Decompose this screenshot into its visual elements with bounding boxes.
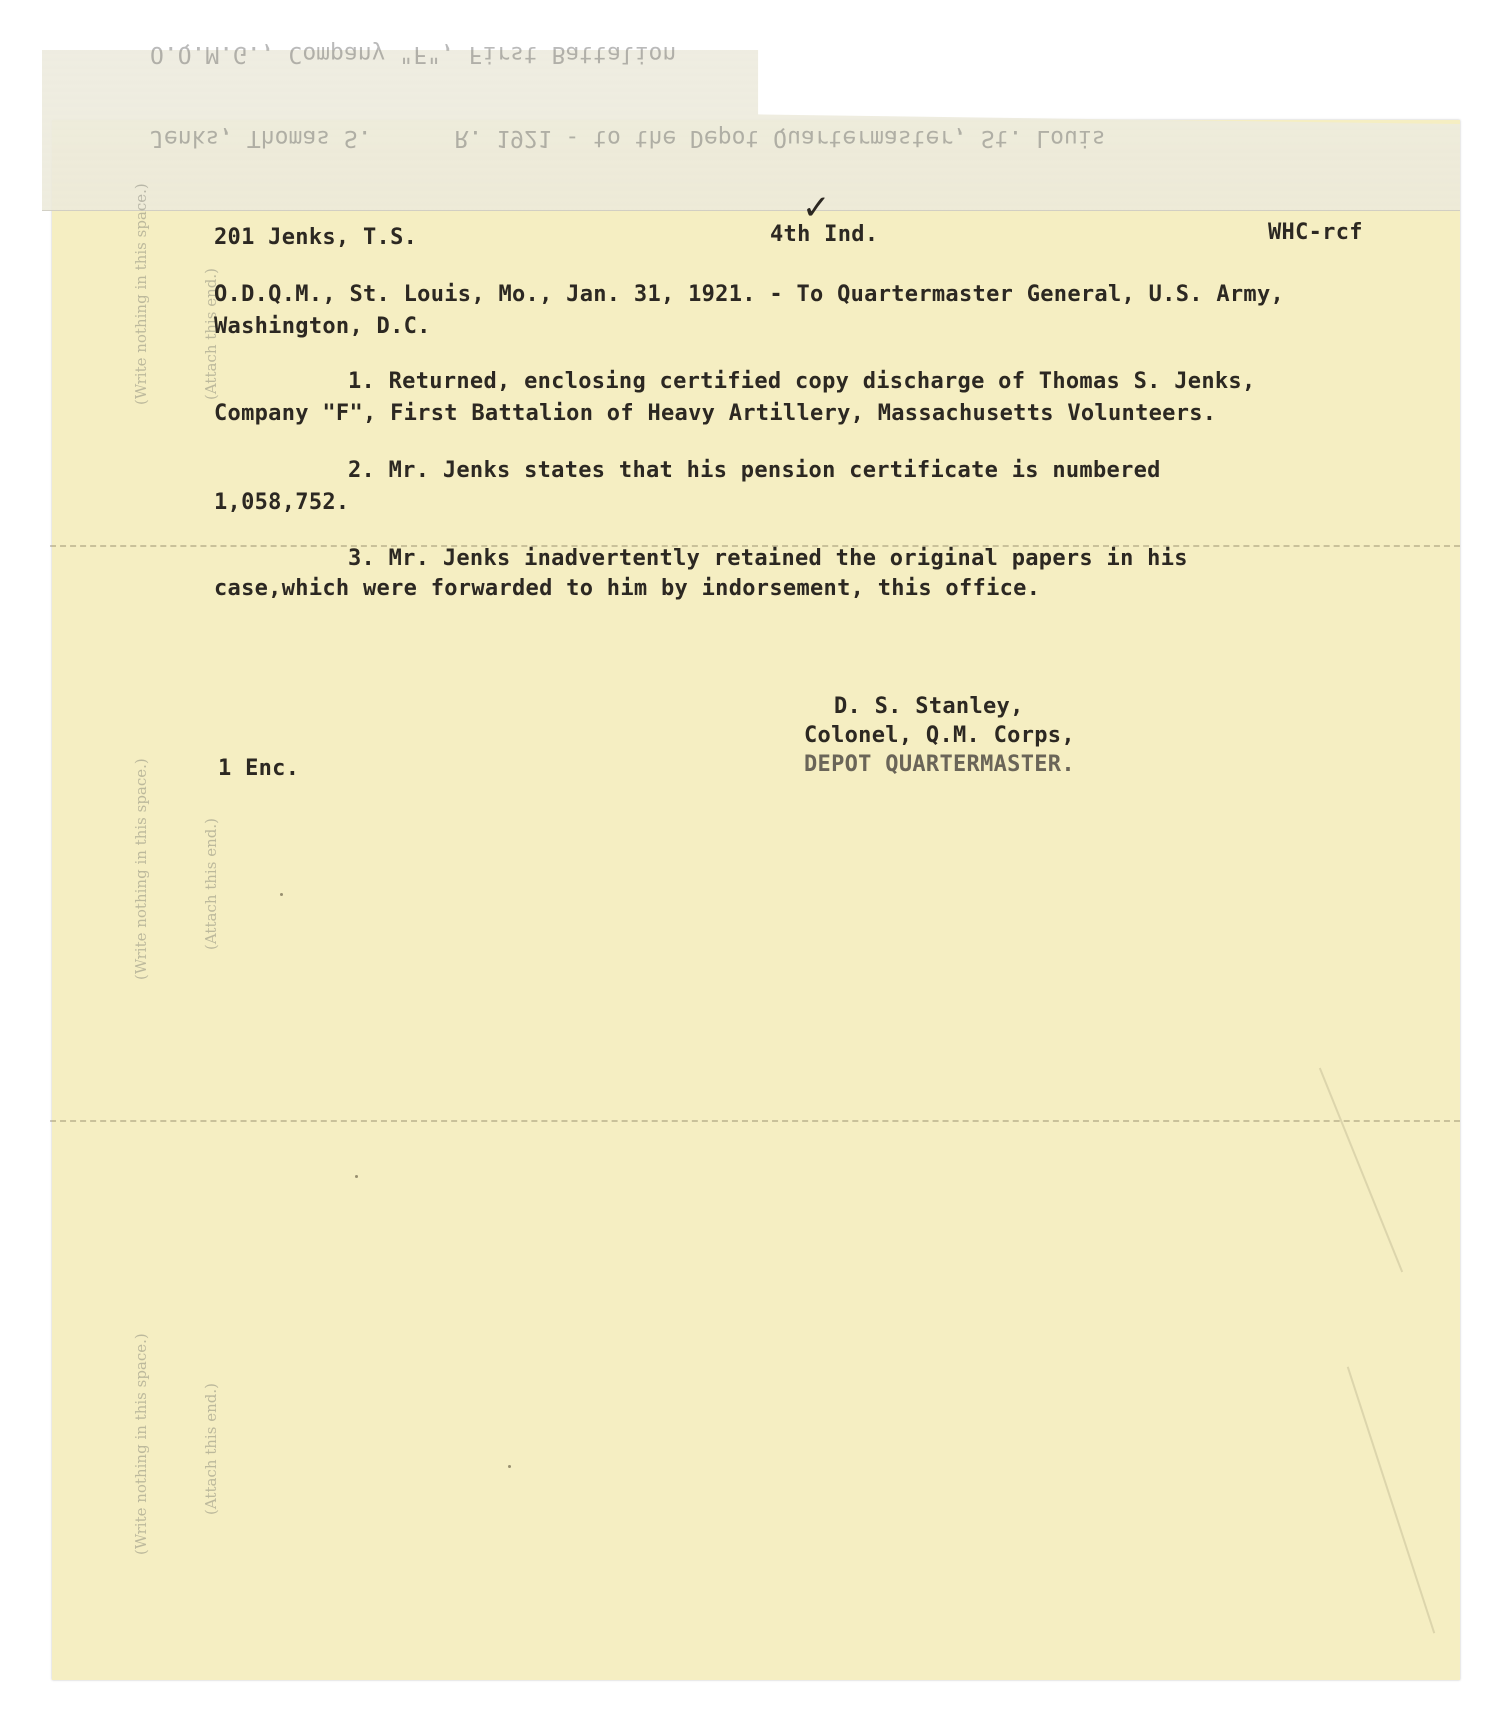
address-line-2: Washington, D.C. (214, 314, 431, 339)
address-line-1: O.D.Q.M., St. Louis, Mo., Jan. 31, 1921. - To Quartermaster General, U.S. Army, (214, 282, 1285, 307)
margin-note-bottom: (Write nothing in this space.) (132, 1333, 150, 1555)
margin-note-middle: (Write nothing in this space.) (132, 758, 150, 980)
enclosure-note: 1 Enc. (218, 756, 300, 781)
margin-note-top: (Write nothing in this space.) (132, 183, 150, 405)
paragraph-1-line-1: 1. Returned, enclosing certified copy discharge of Thomas S. Jenks, (348, 369, 1256, 394)
paper-speck (280, 893, 283, 896)
bleed-line: O.Q.M.G., Company "F", First Battalion (150, 41, 677, 67)
indorsement-number: 4th Ind. (770, 222, 879, 247)
margin-attach-bottom: (Attach this end.) (202, 1383, 220, 1515)
paper-speck (508, 1465, 511, 1468)
initials: WHC-rcf (1268, 220, 1363, 245)
tissue-bleed-through (150, 41, 1400, 208)
paragraph-3-line-1: 3. Mr. Jenks inadvertently retained the original papers in his (348, 546, 1188, 571)
signature-name: D. S. Stanley, (834, 694, 1024, 719)
fold-line-lower (50, 1120, 1460, 1122)
paragraph-2-line-1: 2. Mr. Jenks states that his pension certificate is numbered (348, 458, 1161, 483)
paragraph-1-line-2: Company "F", First Battalion of Heavy Artillery, Massachusetts Volunteers. (214, 401, 1217, 426)
check-mark-icon: ✓ (802, 188, 831, 228)
file-reference: 201 Jenks, T.S. (214, 225, 418, 250)
paragraph-2-line-2: 1,058,752. (214, 490, 350, 515)
signature-rank: Colonel, Q.M. Corps, (804, 723, 1075, 748)
signature-title: DEPOT QUARTERMASTER. (804, 752, 1075, 777)
paragraph-3-line-2: case,which were forwarded to him by indorsement, this office. (214, 576, 1041, 601)
margin-attach-middle: (Attach this end.) (202, 818, 220, 950)
paper-speck (355, 1175, 358, 1178)
bleed-line: Jenks, Thomas S. R. 1921 - to the Depot Quartermaster, St. Louis (150, 125, 1106, 151)
margin-attach-top: (Attach this end.) (202, 268, 220, 400)
document-sheet (52, 120, 1460, 1680)
